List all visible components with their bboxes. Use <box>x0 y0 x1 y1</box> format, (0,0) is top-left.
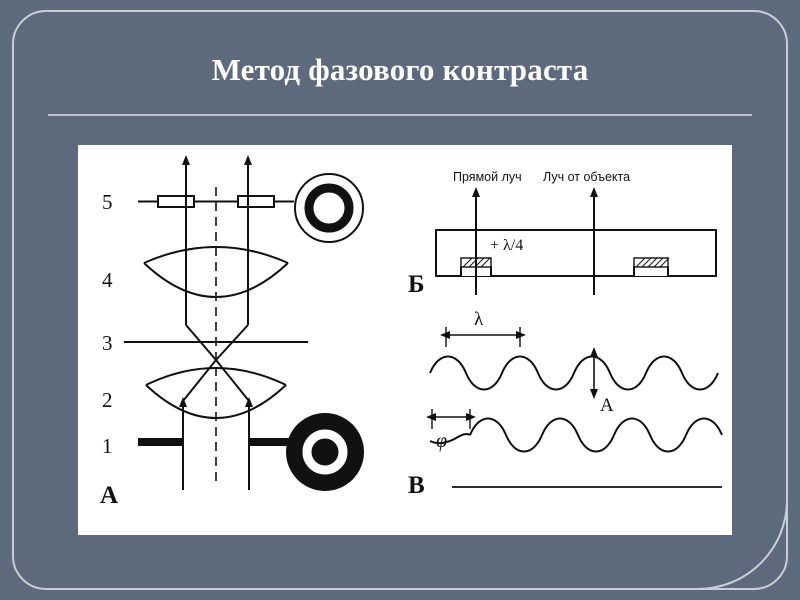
wave-bottom <box>470 419 722 452</box>
phase-ring-filled <box>286 413 364 491</box>
condenser-diaphragm <box>138 438 296 446</box>
phase-measure <box>426 409 476 452</box>
object-beam-arrow <box>590 187 598 295</box>
wave-top <box>430 357 718 390</box>
panel-a-number-4: 4 <box>102 268 113 292</box>
panel-label-v: В <box>408 472 425 499</box>
panel-a-number-3: 3 <box>102 331 113 355</box>
hatched-segment-right <box>634 258 669 267</box>
wavelength-measure <box>440 309 526 347</box>
direct-beam-arrow <box>472 187 480 295</box>
quarter-wave-label: + λ/4 <box>490 237 524 254</box>
amplitude-label: A <box>600 395 614 416</box>
amplitude-measure <box>590 347 614 416</box>
phase-plate-left <box>158 196 194 207</box>
object-beam-label: Луч от объекта <box>543 170 631 184</box>
panel-a-number-1: 1 <box>102 434 113 458</box>
phase-plate-right <box>238 196 274 207</box>
diverging-rays-lower <box>183 360 249 401</box>
wavelength-label: λ <box>474 309 484 330</box>
title-divider <box>48 114 752 116</box>
converging-rays-upper <box>186 255 248 360</box>
direct-beam-label: Прямой луч <box>453 170 522 184</box>
panel-label-b: Б <box>408 271 425 298</box>
figure-container <box>78 145 732 535</box>
panel-a-number-2: 2 <box>102 388 113 412</box>
panel-label-a: А <box>100 482 119 509</box>
panel-a-number-5: 5 <box>102 190 113 214</box>
page-title: Метод фазового контраста <box>211 52 589 87</box>
phase-label: φ <box>436 430 448 452</box>
ray-arrows-top <box>182 155 252 255</box>
phase-ring-open <box>295 174 363 242</box>
